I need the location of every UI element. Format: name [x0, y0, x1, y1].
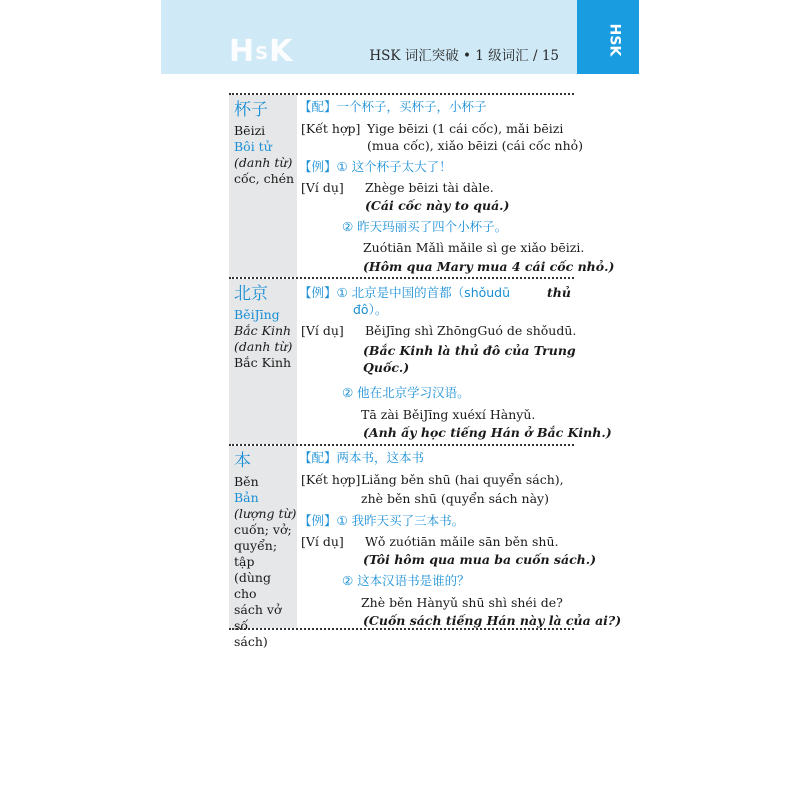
example-pinyin: Zhège bēizi tài dàle.: [365, 180, 494, 195]
kethop-text: Yige bēizi (1 cái cốc), mǎi bēizi: [367, 121, 564, 136]
example-cn: 【例】① 北京是中国的首都（shǒudū: [299, 285, 511, 300]
entry-word: 北京: [234, 284, 268, 304]
entry-sino-viet: Bản: [234, 490, 259, 505]
entry-headword-column: [229, 279, 297, 444]
entry-meaning: Bắc Kinh: [234, 355, 292, 370]
entry-meaning: sách): [234, 634, 268, 649]
example-cn: đô）。: [353, 302, 388, 317]
entry-word: 本: [234, 451, 251, 471]
book-page: [161, 0, 639, 800]
entry-headword-column: [229, 446, 297, 649]
entry-pinyin: BěiJīng: [234, 307, 280, 322]
example-cn: ② 这本汉语书是谁的？: [342, 573, 470, 588]
entry-sino-viet: Bôi tử: [234, 139, 272, 154]
example-cn-gloss: thủ: [547, 285, 571, 300]
entry-pinyin: Běn: [234, 474, 259, 489]
example-pinyin: Zuótiān Mǎlì mǎile sì ge xiǎo bēizi.: [363, 240, 585, 255]
kethop-text: (mua cốc), xiǎo bēizi (cái cốc nhỏ): [367, 138, 584, 153]
kethop-label: [Kết hợp]: [301, 472, 361, 487]
example-translation: (Hôm qua Mary mua 4 cái cốc nhỏ.): [363, 259, 615, 274]
vidu-label: [Ví dụ]: [301, 323, 344, 338]
header-title: HSK 词汇突破 • 1 级词汇 / 15: [369, 48, 559, 64]
vidu-label: [Ví dụ]: [301, 534, 344, 549]
kethop-text: Liǎng běn shū (hai quyển sách),: [361, 472, 564, 487]
kethop-text: zhè běn shū (quyển sách này): [361, 491, 549, 506]
entry-body: [299, 446, 622, 628]
example-pinyin: Zhè běn Hànyǔ shū shì shéi de?: [361, 595, 563, 610]
example-translation: Quốc.): [363, 360, 410, 375]
kethop-label: [Kết hợp]: [301, 121, 361, 136]
hsk-logo: HSK: [229, 34, 294, 69]
entry-body: [299, 95, 615, 277]
dictionary-entry: [229, 444, 622, 649]
entry-word: 杯子: [234, 100, 268, 120]
page-header: [161, 0, 639, 74]
example-translation: (Anh ấy học tiếng Hán ở Bắc Kinh.): [363, 425, 612, 440]
entry-sino-viet: Bắc Kinh: [234, 323, 292, 338]
entry-pos: (danh từ): [234, 339, 293, 354]
entry-meaning: quyển; tập: [234, 538, 278, 569]
example-translation: (Tôi hôm qua mua ba cuốn sách.): [363, 552, 597, 567]
example-pinyin: BěiJīng shì ZhōngGuó de shǒudū.: [365, 323, 577, 338]
chapter-tab: [577, 0, 639, 74]
example-pinyin: Wǒ zuótiān mǎile sān běn shū.: [365, 534, 559, 549]
example-translation: (Cuốn sách tiếng Hán này là của ai?): [363, 613, 622, 628]
example-cn: 【例】① 这个杯子太大了！: [299, 159, 452, 174]
collocation-cn: 【配】一个杯子，买杯子，小杯子: [299, 99, 487, 114]
entry-pos: (lượng từ): [234, 506, 297, 521]
entry-meaning: cuốn; vở;: [234, 522, 292, 537]
vidu-label: [Ví dụ]: [301, 180, 344, 195]
example-translation: (Bắc Kinh là thủ đô của Trung: [363, 343, 576, 358]
example-pinyin: Tā zài BěiJīng xuéxí Hànyǔ.: [361, 407, 536, 422]
entry-body: [299, 279, 612, 444]
example-cn: 【例】① 我昨天买了三本书。: [299, 513, 465, 528]
entry-pinyin: Bēizi: [234, 123, 266, 138]
example-cn: ② 昨天玛丽买了四个小杯子。: [342, 219, 508, 234]
entry-pos: (danh từ): [234, 155, 293, 170]
example-cn: ② 他在北京学习汉语。: [342, 385, 470, 400]
entry-meaning: cốc, chén: [234, 171, 295, 186]
example-translation: (Cái cốc này to quá.): [365, 198, 510, 213]
entry-meaning: (dùng cho: [234, 570, 271, 601]
collocation-cn: 【配】两本书，这本书: [299, 450, 425, 465]
entry-headword-column: [229, 95, 297, 277]
entry-meaning: sách vở số: [234, 602, 282, 633]
dictionary-entry: [229, 277, 612, 444]
chapter-tab-label: HSK: [606, 23, 623, 57]
dictionary-entry: [229, 93, 615, 277]
